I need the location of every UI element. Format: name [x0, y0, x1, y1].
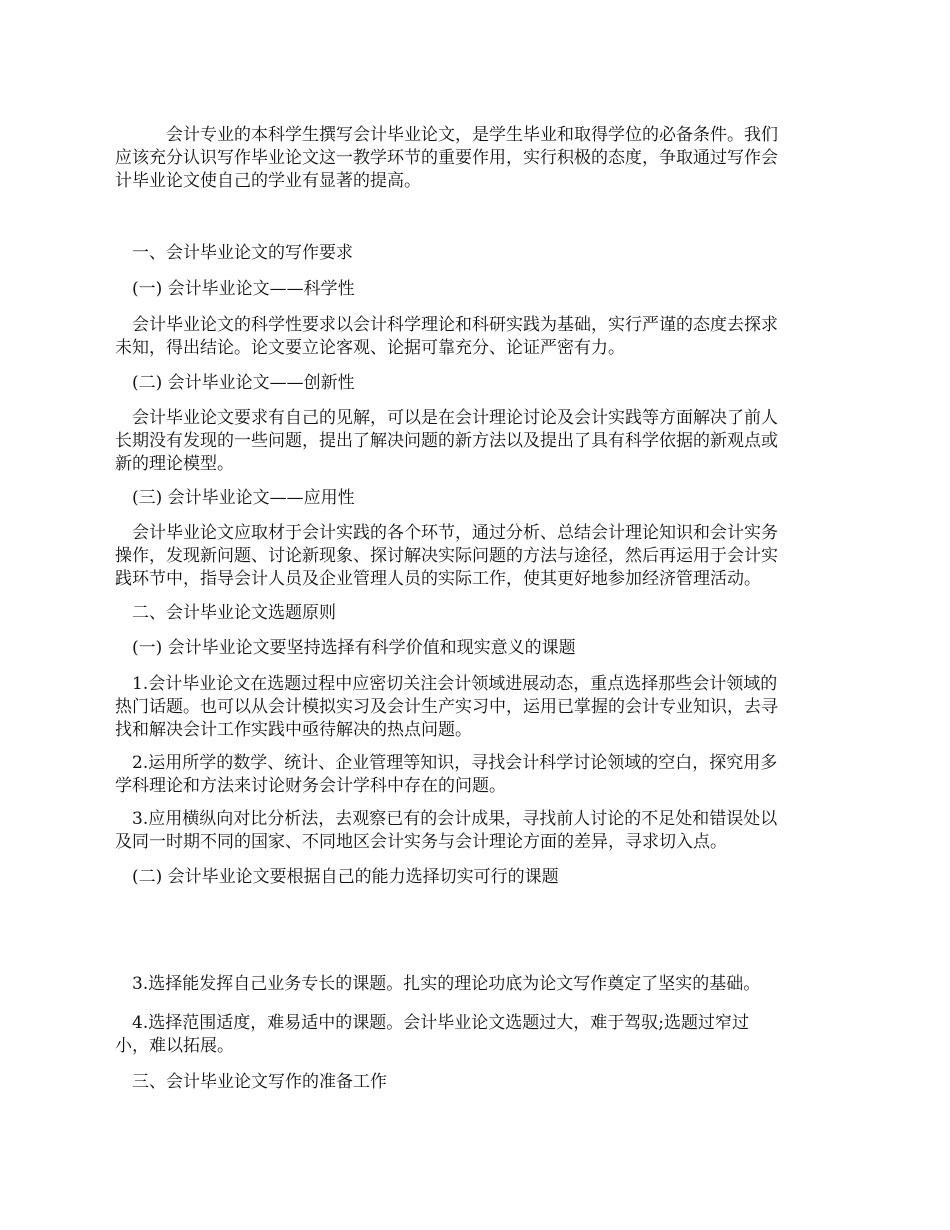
text-line: 小，难以拓展。 — [115, 1036, 234, 1056]
text-line: 会计专业的本科学生撰写会计毕业论文，是学生毕业和取得学位的必备条件。我们 — [115, 125, 778, 145]
text-line: 新的理论模型。 — [115, 454, 234, 474]
text-line: 计毕业论文使自己的学业有显著的提高。 — [115, 171, 421, 191]
text-line: 会计毕业论文应取材于会计实践的各个环节，通过分析、总结会计理论知识和会计实务 — [115, 523, 778, 543]
subsection-heading-2 — [115, 372, 835, 395]
heading-text: 二、会计毕业论文选题原则 — [115, 603, 336, 623]
body-paragraph-6 — [115, 808, 835, 854]
text-line: 找和解决会计工作实践中亟待解决的热点问题。 — [115, 720, 472, 740]
text-line: 操作，发现新问题、讨论新现象、探讨解决实际问题的方法与途径，然后再运用于会计实 — [115, 546, 778, 566]
body-paragraph-2 — [115, 407, 835, 476]
subsection-heading-1 — [115, 278, 835, 301]
text-line: 3.选择能发挥自己业务专长的课题。扎实的理论功底为论文写作奠定了坚实的基础。 — [115, 974, 761, 994]
text-line: 2.运用所学的数学、统计、企业管理等知识，寻找会计科学讨论领域的空白，探究用多 — [115, 753, 778, 773]
section-heading-1 — [115, 242, 835, 265]
body-paragraph-5 — [115, 752, 835, 798]
text-line: 会计毕业论文的科学性要求以会计科学理论和科研实践为基础，实行严谨的态度去探求 — [115, 315, 778, 335]
subsection-heading-4 — [115, 637, 835, 660]
heading-text: (二) 会计毕业论文要根据自己的能力选择切实可行的课题 — [115, 867, 559, 887]
body-paragraph-1 — [115, 314, 835, 360]
text-line: 践环节中，指导会计人员及企业管理人员的实际工作，使其更好地参加经济管理活动。 — [115, 569, 761, 589]
heading-text: 一、会计毕业论文的写作要求 — [115, 243, 353, 263]
body-paragraph-3 — [115, 522, 835, 591]
body-paragraph-7 — [115, 973, 835, 996]
text-line: 热门话题。也可以从会计模拟实习及会计生产实习中，运用已掌握的会计专业知识，去寻 — [115, 697, 778, 717]
subsection-heading-5 — [115, 866, 835, 889]
text-line: 3.应用横纵向对比分析法，去观察已有的会计成果，寻找前人讨论的不足处和错误处以 — [115, 809, 778, 829]
text-line: 学科理论和方法来讨论财务会计学科中存在的问题。 — [115, 776, 506, 796]
text-line: 1.会计毕业论文在选题过程中应密切关注会计领域进展动态，重点选择那些会计领域的 — [115, 674, 778, 694]
text-line: 应该充分认识写作毕业论文这一教学环节的重要作用，实行积极的态度，争取通过写作会 — [115, 148, 778, 168]
intro-paragraph — [115, 124, 835, 193]
heading-text: 三、会计毕业论文写作的准备工作 — [115, 1072, 387, 1092]
subsection-heading-3 — [115, 487, 835, 510]
body-paragraph-8 — [115, 1012, 835, 1058]
text-line: 未知，得出结论。论文要立论客观、论据可靠充分、论证严密有力。 — [115, 338, 625, 358]
heading-text: (三) 会计毕业论文——应用性 — [115, 488, 355, 508]
text-line: 长期没有发现的一些问题，提出了解决问题的新方法以及提出了具有科学依据的新观点或 — [115, 431, 778, 451]
heading-text: (一) 会计毕业论文要坚持选择有科学价值和现实意义的课题 — [115, 638, 576, 658]
text-line: 及同一时期不同的国家、不同地区会计实务与会计理论方面的差异，寻求切入点。 — [115, 832, 727, 852]
body-paragraph-4 — [115, 673, 835, 742]
text-line: 会计毕业论文要求有自己的见解，可以是在会计理论讨论及会计实践等方面解决了前人 — [115, 408, 778, 428]
heading-text: (一) 会计毕业论文——科学性 — [115, 279, 355, 299]
heading-text: (二) 会计毕业论文——创新性 — [115, 373, 355, 393]
section-heading-3 — [115, 1071, 835, 1094]
text-line: 4.选择范围适度，难易适中的课题。会计毕业论文选题过大，难于驾驭;选题过窄过 — [115, 1013, 749, 1033]
section-heading-2 — [115, 602, 835, 625]
